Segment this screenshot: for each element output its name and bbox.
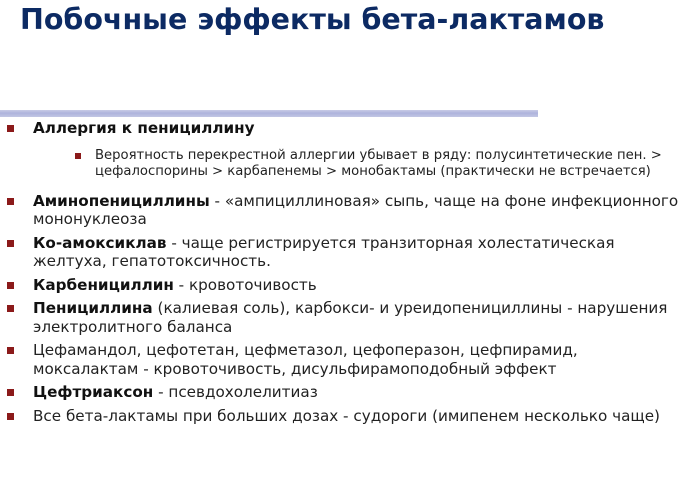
list-item — [0, 276, 700, 295]
square-bullet-icon — [7, 282, 14, 289]
title-divider — [0, 110, 538, 117]
square-bullet-icon — [7, 125, 14, 132]
list-item — [0, 341, 700, 378]
square-bullet-icon — [7, 198, 14, 205]
list-item — [0, 234, 700, 271]
item-text: (калиевая соль), карбокси- и уреидопенициллины - нарушения электролитного баланса — [33, 299, 668, 336]
item-text: - кровоточивость — [173, 275, 317, 294]
item-text: - псевдохолелитиаз — [153, 383, 318, 401]
item-term: Цефтриаксон — [33, 383, 154, 401]
list-item — [0, 192, 700, 229]
square-bullet-icon — [7, 389, 14, 396]
item-text: Все бета-лактамы при больших дозах - судороги (имипенем несколько чаще) — [33, 406, 660, 425]
item-text: Цефамандол, цефотетан, цефметазол, цефоперазон, цефпирамид, моксалактам - кровоточивость, дисульфирамоподобный эффект — [33, 341, 578, 378]
list-item — [0, 299, 700, 336]
slide-title: Побочные эффекты бета-лактамов — [20, 3, 605, 36]
list-item — [0, 383, 700, 402]
list-item — [0, 119, 700, 181]
bullet-list — [0, 119, 700, 430]
item-text: - чаще регистрируется транзиторная холестатическая желтуха, гепатотоксичность. — [33, 233, 615, 270]
item-term: Аллергия к пенициллину — [33, 119, 255, 137]
sub-list-item — [33, 148, 682, 181]
item-term: Пенициллина — [33, 299, 153, 317]
sub-item-text: Вероятность перекрестной аллергии убывает в ряду: полусинтетические пен. > цефалоспорины > карбапенемы > монобактамы (практически не встречается) — [95, 147, 662, 179]
square-bullet-icon — [7, 347, 14, 354]
item-term: Ко-амоксиклав — [33, 233, 167, 252]
square-bullet-icon — [7, 305, 14, 312]
item-term: Карбенициллин — [33, 275, 174, 294]
item-text: - «ампициллиновая» сыпь, чаще на фоне инфекционного мононуклеоза — [33, 191, 679, 228]
square-bullet-icon — [7, 413, 14, 420]
square-bullet-icon — [7, 240, 14, 247]
item-term: Аминопенициллины — [33, 191, 210, 210]
square-bullet-icon — [75, 153, 81, 159]
list-item — [0, 407, 700, 426]
